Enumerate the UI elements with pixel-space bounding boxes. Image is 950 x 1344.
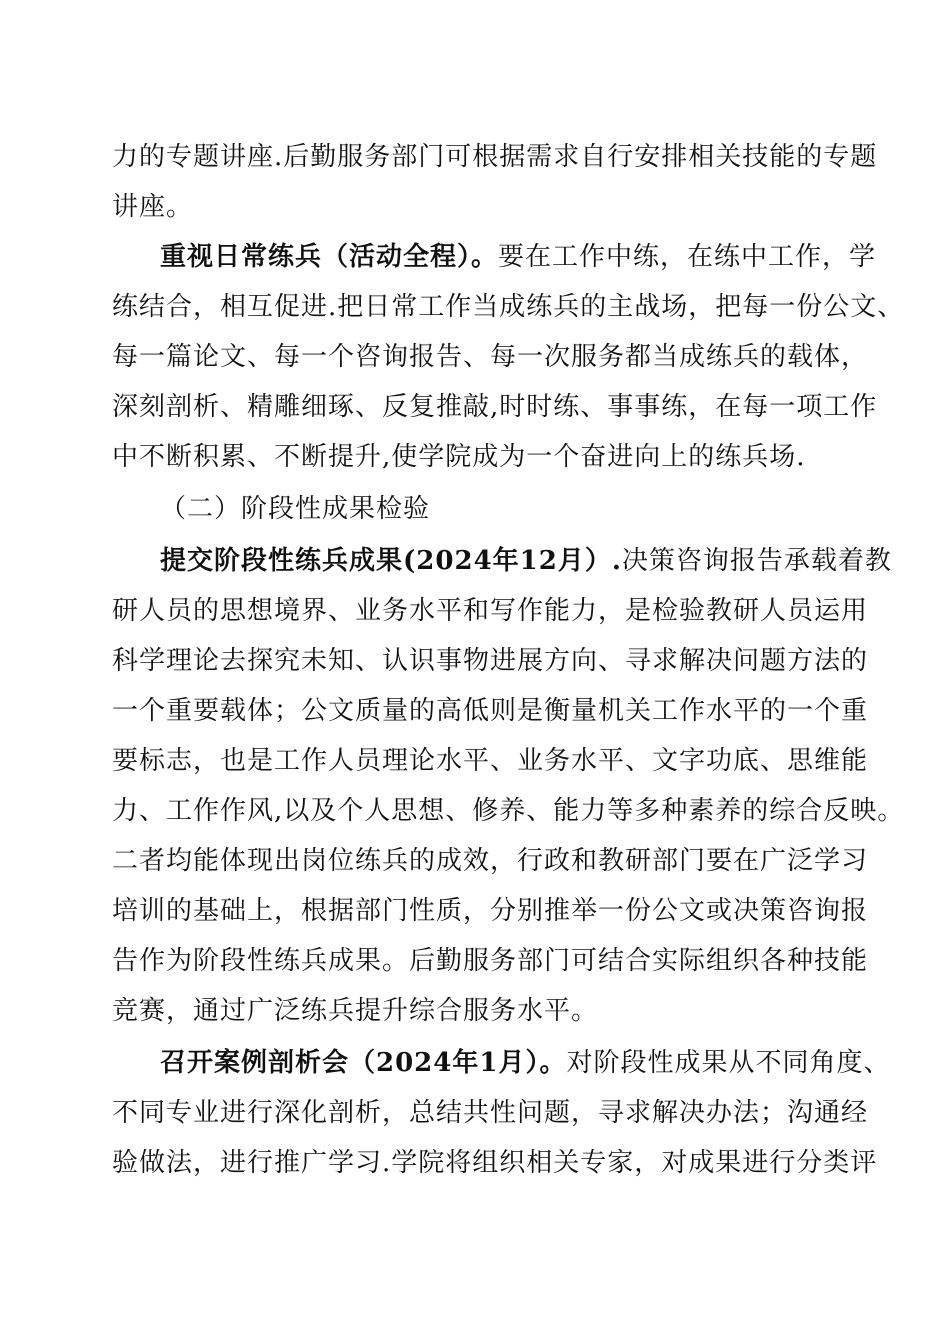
- paragraph-text: 决策咨询报告承载着教: [621, 546, 892, 576]
- paragraph-lead-bold: 提交阶段性练兵成果(2024年12月）.: [160, 546, 622, 576]
- paragraph-line: 不同专业进行深化剖析，总结共性问题，寻求解决办法；沟通经: [112, 1098, 869, 1128]
- paragraph-lead-bold: 召开案例剖析会（2024年1月）。: [160, 1048, 567, 1078]
- paragraph-text: 对阶段性成果从不同角度、: [566, 1048, 891, 1078]
- paragraph-line: 深刻剖析、精雕细琢、反复推敲,时时练、事事练，在每一项工作: [112, 392, 878, 422]
- paragraph-line: 科学理论去探究未知、认识事物进展方向、寻求解决问题方法的: [112, 646, 869, 676]
- paragraph-line: 讲座。: [112, 192, 194, 222]
- paragraph-line: 中不断积累、不断提升,使学院成为一个奋进向上的练兵场.: [112, 442, 806, 472]
- paragraph-line: 练结合，相互促进.把日常工作当成练兵的主战场，把每一份公文、: [112, 292, 905, 322]
- paragraph-line: 要标志，也是工作人员理论水平、业务水平、文字功底、思维能: [112, 746, 869, 776]
- paragraph-line: 力、工作作风,以及个人思想、修养、能力等多种素养的综合反映。: [112, 796, 905, 826]
- paragraph-line: 一个重要载体；公文质量的高低则是衡量机关工作水平的一个重: [112, 696, 869, 726]
- paragraph-line: 告作为阶段性练兵成果。后勤服务部门可结合实际组织各种技能: [112, 946, 869, 976]
- paragraph-line: 培训的基础上，根据部门性质，分别推举一份公文或决策咨询报: [112, 896, 869, 926]
- paragraph-line: 验做法，进行推广学习.学院将组织相关专家，对成果进行分类评: [112, 1148, 878, 1178]
- paragraph-line: 二者均能体现出岗位练兵的成效，行政和教研部门要在广泛学习: [112, 846, 869, 876]
- paragraph-line: 竞赛，通过广泛练兵提升综合服务水平。: [112, 996, 599, 1026]
- paragraph-line: 每一篇论文、每一个咨询报告、每一次服务都当成练兵的载体，: [112, 342, 869, 372]
- paragraph-line: 力的专题讲座.后勤服务部门可根据需求自行安排相关技能的专题: [112, 142, 878, 172]
- paragraph-first-line: [160, 240, 877, 274]
- paragraph-first-line: [160, 544, 892, 578]
- paragraph-text: 要在工作中练，在练中工作，学: [498, 242, 877, 272]
- paragraph-line: 研人员的思想境界、业务水平和写作能力，是检验教研人员运用: [112, 596, 869, 626]
- section-heading: （二）阶段性成果检验: [160, 494, 431, 524]
- paragraph-lead-bold: 重视日常练兵（活动全程）。: [160, 242, 499, 272]
- paragraph-first-line: [160, 1046, 891, 1080]
